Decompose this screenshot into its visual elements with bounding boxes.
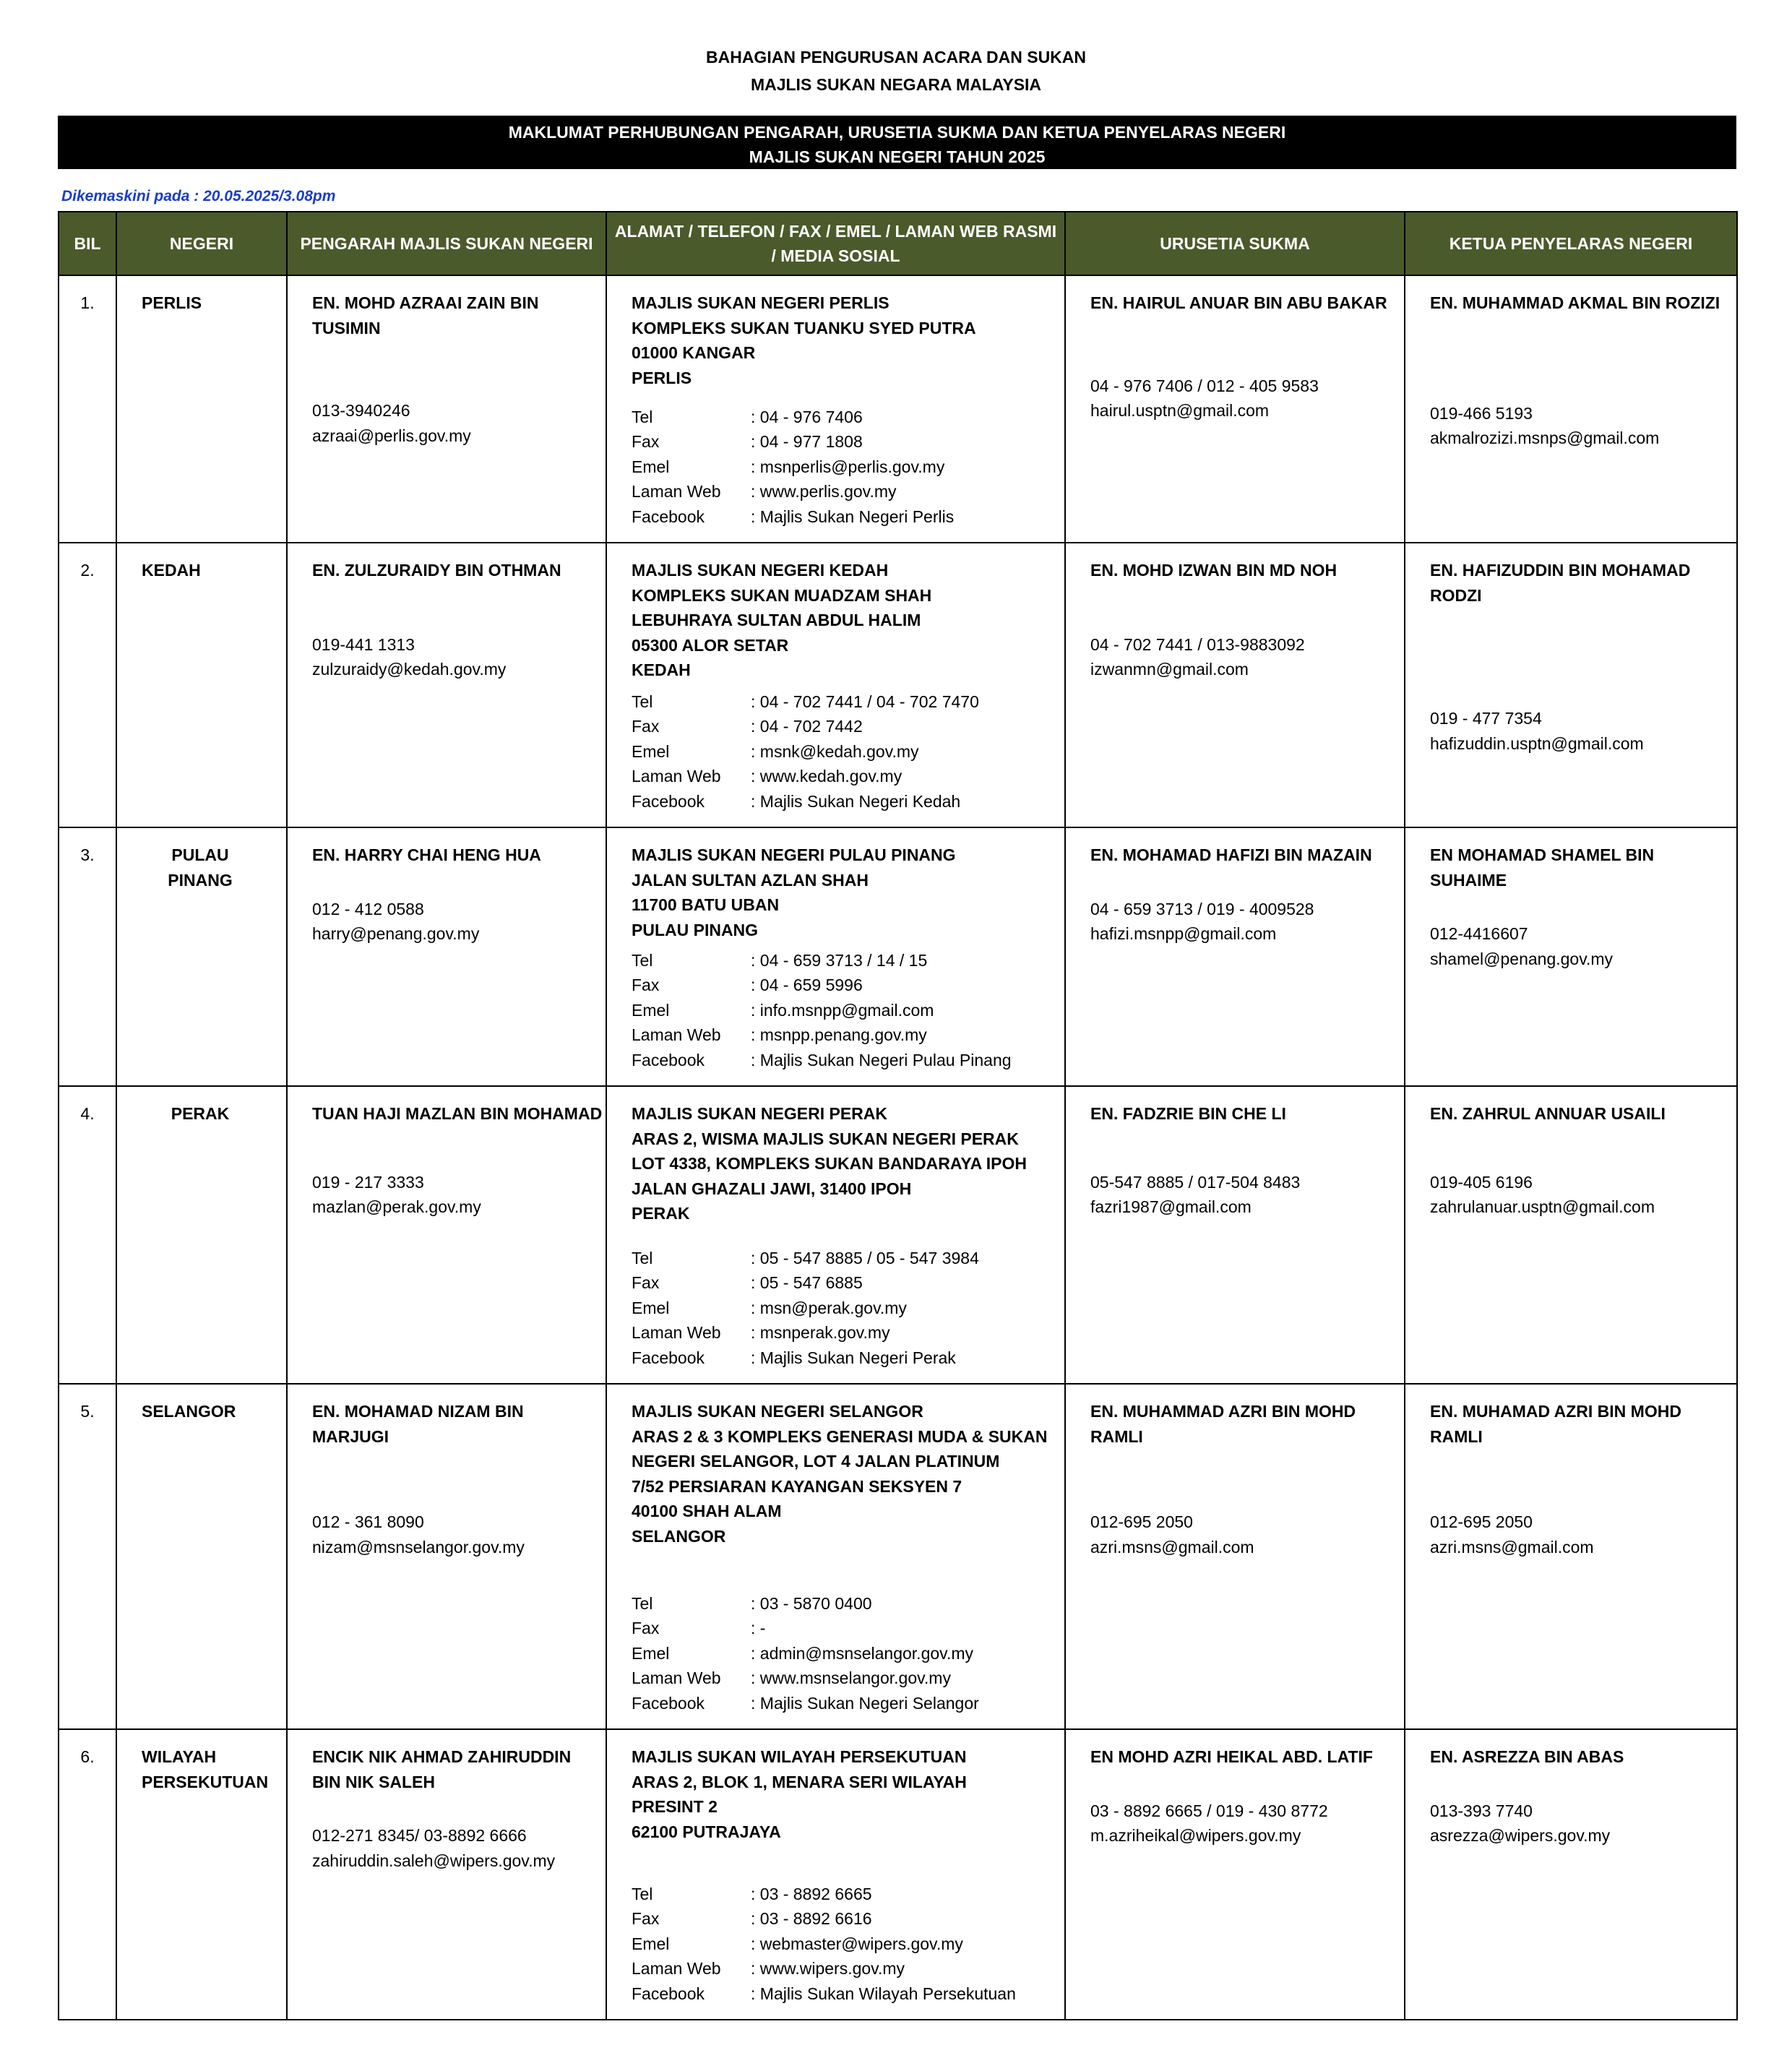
ketua-name: EN. ASREZZA BIN ABAS (1430, 1747, 1624, 1766)
address-cell (606, 827, 1065, 1086)
pengarah-name: TUAN HAJI MAZLAN BIN MOHAMAD (312, 1104, 603, 1123)
urusetia-phone: 04 - 659 3713 / 019 - 4009528 (1090, 899, 1314, 918)
contact-emel (632, 1641, 1061, 1666)
urusetia-phone: 04 - 976 7406 / 012 - 405 9583 (1090, 376, 1319, 395)
col-header-urusetia: URUSETIA SUKMA (1065, 212, 1405, 275)
ketua-phone: 012-4416607 (1430, 924, 1528, 943)
ketua-email: akmalrozizi.msnps@gmail.com (1430, 429, 1660, 447)
urusetia-name: EN. MUHAMMAD AZRI BIN MOHD RAMLI (1090, 1402, 1356, 1446)
contact-fax (632, 1616, 1061, 1641)
contact-emel (632, 455, 1061, 480)
contact-fax-label: Fax (632, 1273, 660, 1292)
contact-fb-value: : Majlis Sukan Negeri Kedah (751, 791, 961, 811)
updated-date: Dikemaskini pada : 20.05.2025/3.08pm (61, 188, 336, 204)
contact-tel-label: Tel (632, 407, 653, 426)
contact-fb-label: Facebook (632, 1693, 705, 1713)
urusetia-email: m.azriheikal@wipers.gov.my (1090, 1826, 1301, 1845)
ketua-phone: 019-466 5193 (1430, 403, 1533, 423)
contact-fax (632, 973, 1061, 998)
urusetia-name: EN. FADZRIE BIN CHE LI (1090, 1104, 1286, 1123)
address: MAJLIS SUKAN NEGERI KEDAH KOMPLEKS SUKAN MUADZAM SHAH LEBUHRAYA SULTAN ABDUL HALIM 05300 ALOR SETAR KEDAH (632, 561, 932, 679)
table-row (59, 1086, 1737, 1384)
coordinator-cell (1405, 827, 1737, 1086)
contact-web (632, 479, 1061, 504)
row-number: 6. (59, 1729, 116, 2020)
address: MAJLIS SUKAN WILAYAH PERSEKUTUAN ARAS 2, BLOK 1, MENARA SERI WILAYAH PRESINT 2 62100 PUTRAJAYA (632, 1747, 967, 1841)
table-row (59, 543, 1737, 827)
urusetia-phone: 04 - 702 7441 / 013-9883092 (1090, 634, 1305, 654)
address: MAJLIS SUKAN NEGERI SELANGOR ARAS 2 & 3 KOMPLEKS GENERASI MUDA & SUKAN NEGERI SELANGOR, LOT 4 JALAN PLATINUM 7/52 PERSIARAN KAYANGAN SEKSYEN 7 40100 SHAH ALAM SELANGOR (632, 1402, 1048, 1546)
ketua-phone: 012-695 2050 (1430, 1512, 1533, 1531)
contact-web (632, 1956, 1061, 1981)
address: MAJLIS SUKAN NEGERI PERAK ARAS 2, WISMA MAJLIS SUKAN NEGERI PERAK LOT 4338, KOMPLEKS SUKAN BANDARAYA IPOH JALAN GHAZALI JAWI, 31400 IPOH PERAK (632, 1104, 1027, 1223)
pengarah-email: mazlan@perak.gov.my (312, 1197, 481, 1216)
contact-fb (632, 1346, 1061, 1371)
secretariat-cell (1065, 1086, 1405, 1384)
urusetia-phone: 03 - 8892 6665 / 019 - 430 8772 (1090, 1801, 1328, 1820)
header-line-1: BAHAGIAN PENGURUSAN ACARA DAN SUKAN (705, 48, 1087, 66)
contact-fax-value: : 05 - 547 6885 (751, 1273, 863, 1292)
pengarah-phone: 012-271 8345/ 03-8892 6666 (312, 1826, 527, 1845)
contact-web (632, 1320, 1061, 1346)
pengarah-name: EN. HARRY CHAI HENG HUA (312, 845, 541, 864)
coordinator-cell (1405, 1086, 1737, 1384)
contact-fb-label: Facebook (632, 791, 705, 811)
contact-emel-label: Emel (632, 1934, 670, 1953)
pengarah-name: EN. MOHAMAD NIZAM BIN MARJUGI (312, 1402, 524, 1446)
col-header-bil: BIL (59, 212, 116, 275)
contact-emel-value: : admin@msnselangor.gov.my (751, 1643, 973, 1663)
contact-emel (632, 998, 1061, 1023)
address-cell (606, 1384, 1065, 1729)
pengarah-phone: 012 - 412 0588 (312, 899, 424, 918)
urusetia-phone: 012-695 2050 (1090, 1512, 1193, 1531)
contact-web-value: : www.wipers.gov.my (751, 1959, 905, 1978)
director-cell (287, 543, 606, 827)
director-cell (287, 1384, 606, 1729)
contact-tel (632, 1591, 1061, 1616)
row-number: 2. (59, 543, 116, 827)
pengarah-email: nizam@msnselangor.gov.my (312, 1537, 525, 1557)
address-cell (606, 275, 1065, 543)
contact-emel-value: : webmaster@wipers.gov.my (751, 1934, 963, 1953)
contact-emel-value: : msnk@kedah.gov.my (751, 741, 919, 761)
ketua-email: azri.msns@gmail.com (1430, 1537, 1594, 1557)
contact-tel-value: : 04 - 702 7441 / 04 - 702 7470 (751, 692, 979, 711)
ketua-phone: 019-405 6196 (1430, 1172, 1533, 1192)
address: MAJLIS SUKAN NEGERI PULAU PINANG JALAN SULTAN AZLAN SHAH 11700 BATU UBAN PULAU PINANG (632, 845, 956, 939)
contact-web-label: Laman Web (632, 1669, 721, 1687)
contact-tel-value: : 05 - 547 8885 / 05 - 547 3984 (751, 1248, 979, 1267)
title-banner (58, 116, 1736, 169)
address: MAJLIS SUKAN NEGERI PERLIS KOMPLEKS SUKAN TUANKU SYED PUTRA 01000 KANGAR PERLIS (632, 293, 976, 387)
contact-emel-label: Emel (632, 1643, 670, 1663)
contact-fax (632, 1270, 1061, 1296)
contact-table (58, 211, 1738, 2020)
contact-web (632, 1022, 1061, 1048)
pengarah-email: zahiruddin.saleh@wipers.gov.my (312, 1851, 556, 1870)
secretariat-cell (1065, 543, 1405, 827)
pengarah-name: EN. MOHD AZRAAI ZAIN BIN TUSIMIN (312, 293, 539, 337)
pengarah-email: harry@penang.gov.my (312, 924, 480, 943)
table-row (59, 1729, 1737, 2020)
contact-fax-value: : 04 - 702 7442 (751, 717, 863, 736)
ketua-phone: 013-393 7740 (1430, 1801, 1533, 1820)
contact-fb-value: : Majlis Sukan Negeri Perlis (751, 507, 955, 526)
contact-web-value: : www.perlis.gov.my (751, 482, 897, 501)
urusetia-email: hafizi.msnpp@gmail.com (1090, 924, 1277, 943)
coordinator-cell (1405, 275, 1737, 543)
pengarah-phone: 013-3940246 (312, 401, 410, 420)
contact-fax-label: Fax (632, 432, 660, 451)
contact-fax-value: : 03 - 8892 6616 (751, 1909, 872, 1928)
contact-web-value: : www.kedah.gov.my (751, 767, 903, 785)
urusetia-email: fazri1987@gmail.com (1090, 1197, 1252, 1216)
contact-fax-label: Fax (632, 1619, 660, 1637)
contact-fb-label: Facebook (632, 1348, 705, 1367)
secretariat-cell (1065, 275, 1405, 543)
state-name: SELANGOR (116, 1384, 287, 1729)
contact-fax (632, 714, 1061, 739)
contact-fax (632, 1906, 1061, 1932)
secretariat-cell (1065, 827, 1405, 1086)
ketua-name: EN. MUHAMAD AZRI BIN MOHD RAMLI (1430, 1402, 1681, 1446)
contact-fb (632, 1691, 1061, 1716)
urusetia-name: EN. MOHD IZWAN BIN MD NOH (1090, 561, 1337, 580)
coordinator-cell (1405, 1384, 1737, 1729)
table-row (59, 275, 1737, 543)
pengarah-email: azraai@perlis.gov.my (312, 426, 471, 445)
contact-emel (632, 1932, 1061, 1957)
contact-fb-label: Facebook (632, 1050, 705, 1069)
urusetia-email: hairul.usptn@gmail.com (1090, 401, 1270, 420)
secretariat-cell (1065, 1729, 1405, 2020)
state-name: PERAK (116, 1086, 287, 1384)
state-name: PULAU PINANG (116, 827, 287, 1086)
state-name: PERLIS (116, 275, 287, 543)
banner-line-2: MAJLIS SUKAN NEGERI TAHUN 2025 (749, 147, 1046, 166)
coordinator-cell (1405, 1729, 1737, 2020)
table-header-row (59, 212, 1737, 275)
pengarah-name: ENCIK NIK AHMAD ZAHIRUDDIN BIN NIK SALEH (312, 1747, 572, 1791)
contact-tel-label: Tel (632, 1593, 653, 1613)
contact-fb-value: : Majlis Sukan Negeri Perak (751, 1348, 956, 1367)
director-cell (287, 827, 606, 1086)
contact-tel (632, 1246, 1061, 1271)
pengarah-phone: 012 - 361 8090 (312, 1512, 424, 1531)
contact-tel (632, 689, 1061, 715)
address-cell (606, 1086, 1065, 1384)
contact-fax-value: : 04 - 977 1808 (751, 432, 863, 451)
contact-fax-value: : - (751, 1619, 766, 1637)
contact-emel-value: : info.msnpp@gmail.com (751, 1000, 934, 1020)
contact-tel-value: : 04 - 976 7406 (751, 407, 863, 426)
coordinator-cell (1405, 543, 1737, 827)
row-number: 1. (59, 275, 116, 543)
contact-tel-label: Tel (632, 692, 653, 711)
urusetia-name: EN. MOHAMAD HAFIZI BIN MAZAIN (1090, 845, 1372, 864)
contact-tel (632, 1882, 1061, 1907)
urusetia-name: EN MOHD AZRI HEIKAL ABD. LATIF (1090, 1747, 1373, 1766)
pengarah-phone: 019-441 1313 (312, 634, 415, 654)
contact-fax-label: Fax (632, 717, 660, 736)
contact-tel-label: Tel (632, 1248, 653, 1267)
contact-fax-value: : 04 - 659 5996 (751, 976, 863, 994)
banner-line-1: MAKLUMAT PERHUBUNGAN PENGARAH, URUSETIA SUKMA DAN KETUA PENYELARAS NEGERI (508, 123, 1286, 142)
ketua-email: zahrulanuar.usptn@gmail.com (1430, 1197, 1655, 1216)
contact-emel-label: Emel (632, 457, 670, 476)
address-cell (606, 1729, 1065, 2020)
ketua-email: shamel@penang.gov.my (1430, 949, 1614, 968)
contact-fb-label: Facebook (632, 1984, 705, 2003)
director-cell (287, 275, 606, 543)
urusetia-name: EN. HAIRUL ANUAR BIN ABU BAKAR (1090, 293, 1387, 312)
contact-web-label: Laman Web (632, 767, 721, 785)
ketua-name: EN. HAFIZUDDIN BIN MOHAMAD RODZI (1430, 561, 1691, 605)
table-row (59, 1384, 1737, 1729)
row-number: 5. (59, 1384, 116, 1729)
contact-tel-value: : 03 - 8892 6665 (751, 1884, 872, 1903)
contact-web (632, 1666, 1061, 1691)
urusetia-email: izwanmn@gmail.com (1090, 660, 1249, 679)
ketua-name: EN MOHAMAD SHAMEL BIN SUHAIME (1430, 845, 1655, 890)
contact-fb-value: : Majlis Sukan Negeri Pulau Pinang (751, 1050, 1012, 1069)
contact-fax-label: Fax (632, 976, 660, 994)
contact-emel (632, 739, 1061, 765)
contact-web-label: Laman Web (632, 1959, 721, 1978)
contact-emel-label: Emel (632, 741, 670, 761)
contact-fb-value: : Majlis Sukan Negeri Selangor (751, 1693, 979, 1713)
contact-tel-value: : 04 - 659 3713 / 14 / 15 (751, 950, 928, 970)
contact-emel-value: : msn@perak.gov.my (751, 1298, 907, 1317)
contact-emel-value: : msnperlis@perlis.gov.my (751, 457, 945, 476)
contact-emel-label: Emel (632, 1298, 670, 1317)
contact-web-value: : msnpp.penang.gov.my (751, 1025, 927, 1044)
contact-web-label: Laman Web (632, 1323, 721, 1342)
contact-tel-label: Tel (632, 1884, 653, 1903)
contact-web (632, 764, 1061, 789)
contact-tel (632, 405, 1061, 430)
contact-fb (632, 1048, 1061, 1073)
contact-tel-label: Tel (632, 950, 653, 970)
urusetia-email: azri.msns@gmail.com (1090, 1537, 1254, 1557)
urusetia-phone: 05-547 8885 / 017-504 8483 (1090, 1172, 1301, 1192)
contact-web-value: : msnperak.gov.my (751, 1323, 890, 1342)
contact-web-label: Laman Web (632, 1025, 721, 1044)
pengarah-name: EN. ZULZURAIDY BIN OTHMAN (312, 561, 561, 580)
contact-tel-value: : 03 - 5870 0400 (751, 1593, 872, 1613)
director-cell (287, 1729, 606, 2020)
contact-web-value: : www.msnselangor.gov.my (751, 1669, 951, 1687)
col-header-pengarah: PENGARAH MAJLIS SUKAN NEGERI (287, 212, 606, 275)
contact-fb-value: : Majlis Sukan Wilayah Persekutuan (751, 1984, 1016, 2003)
contact-emel-label: Emel (632, 1000, 670, 1020)
state-name: WILAYAH PERSEKUTUAN (116, 1729, 287, 2020)
address-cell (606, 543, 1065, 827)
contact-fb (632, 504, 1061, 530)
ketua-phone: 019 - 477 7354 (1430, 709, 1542, 728)
contact-web-label: Laman Web (632, 482, 721, 501)
table-row (59, 827, 1737, 1086)
col-header-alamat: ALAMAT / TELEFON / FAX / EMEL / LAMAN WEB RASMI / MEDIA SOSIAL (606, 212, 1065, 275)
ketua-name: EN. ZAHRUL ANNUAR USAILI (1430, 1104, 1666, 1123)
contact-emel (632, 1296, 1061, 1321)
ketua-name: EN. MUHAMMAD AKMAL BIN ROZIZI (1430, 293, 1720, 312)
contact-fb (632, 789, 1061, 814)
ketua-email: hafizuddin.usptn@gmail.com (1430, 733, 1644, 753)
secretariat-cell (1065, 1384, 1405, 1729)
header-line-2: MAJLIS SUKAN NEGARA MALAYSIA (750, 75, 1042, 94)
contact-fax-label: Fax (632, 1909, 660, 1928)
pengarah-phone: 019 - 217 3333 (312, 1172, 424, 1192)
ketua-email: asrezza@wipers.gov.my (1430, 1826, 1611, 1845)
row-number: 3. (59, 827, 116, 1086)
state-name: KEDAH (116, 543, 287, 827)
contact-fax (632, 429, 1061, 455)
contact-fb-label: Facebook (632, 507, 705, 526)
col-header-negeri: NEGERI (116, 212, 287, 275)
contact-tel (632, 948, 1061, 973)
row-number: 4. (59, 1086, 116, 1384)
col-header-ketua: KETUA PENYELARAS NEGERI (1405, 212, 1737, 275)
pengarah-email: zulzuraidy@kedah.gov.my (312, 660, 507, 679)
contact-fb (632, 1981, 1061, 2007)
director-cell (287, 1086, 606, 1384)
